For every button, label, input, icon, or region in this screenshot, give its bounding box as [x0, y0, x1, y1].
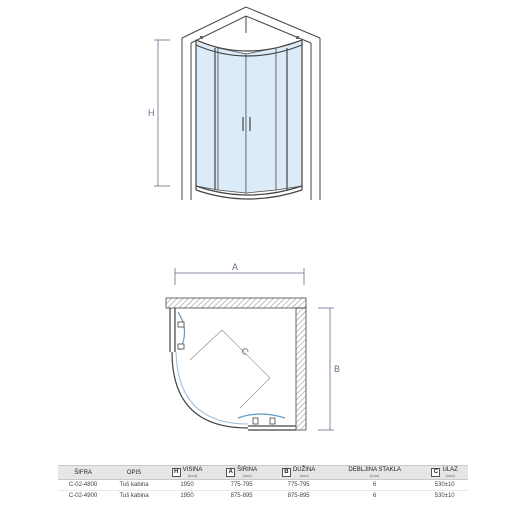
plan-view-drawing: [166, 262, 340, 430]
header-debljina: [328, 466, 421, 480]
curved-glass: [172, 352, 248, 428]
entry-label: C: [239, 345, 251, 358]
header-ulaz-unit: (mm): [445, 472, 455, 478]
cell-opis: Tuš kabina: [119, 482, 149, 488]
height-badge: H: [172, 468, 181, 477]
header-debljina-unit: (mm): [370, 472, 380, 478]
header-sirina: [214, 466, 269, 480]
cell-visina: 1950: [180, 482, 194, 488]
width-label: A: [232, 262, 239, 272]
cell-duzina: 875-895: [269, 491, 328, 502]
header-debljina-label: DEBLJINA STAKLA: [348, 467, 401, 474]
width-badge: A: [226, 468, 235, 477]
cell-debljina: 6: [373, 482, 377, 488]
header-opis: [108, 466, 160, 480]
hatched-walls: [166, 298, 306, 430]
side-profiles: [170, 308, 296, 430]
cell-visina: 1950: [160, 491, 214, 502]
sliding-door-arcs: [178, 312, 285, 418]
width-dimension-line: [175, 268, 304, 285]
header-sirina-label: ŠIRINA: [237, 467, 258, 474]
header-ulaz: [421, 466, 468, 480]
entry-badge: C: [431, 468, 440, 477]
glass-panels: [196, 40, 302, 193]
height-label: H: [148, 108, 155, 118]
cell-ulaz: 530±10: [421, 491, 468, 502]
table-row: [58, 480, 468, 491]
header-duzina: [269, 466, 328, 480]
entry-dimension-line: [190, 330, 270, 408]
cell-sirina: 775-795: [230, 482, 253, 488]
table-row: [58, 491, 468, 502]
top-fittings: [200, 36, 299, 39]
depth-dimension-line: [318, 308, 334, 430]
cell-ulaz: 530±10: [434, 482, 455, 488]
header-opis-label: OPIS: [126, 469, 142, 476]
roller-fittings: [178, 322, 275, 424]
front-view-drawing: [148, 7, 320, 200]
depth-badge: B: [282, 468, 291, 477]
cell-opis: Tuš kabina: [108, 491, 160, 502]
header-duzina-label: DUŽINA: [292, 467, 316, 474]
header-visina-unit: (mm): [187, 472, 198, 478]
header-sifra-label: ŠIFRA: [74, 469, 92, 476]
cell-sifra: C-02-4900: [58, 491, 108, 502]
cell-debljina: 6: [328, 491, 421, 502]
cell-sirina: 875-895: [214, 491, 269, 502]
header-duzina-unit: (mm): [299, 472, 309, 478]
header-visina-label: VISINA: [182, 467, 203, 474]
table-header-row: [58, 466, 468, 480]
header-ulaz-label: ULAZ: [442, 467, 458, 474]
header-sifra: [58, 466, 108, 480]
depth-label: B: [334, 364, 341, 374]
header-visina: [160, 466, 214, 480]
height-dimension-line: [154, 40, 170, 186]
header-sirina-unit: (mm): [242, 472, 252, 478]
cell-duzina: 775-795: [287, 482, 310, 488]
specification-table: [58, 465, 468, 501]
cell-sifra: C-02-4800: [68, 482, 98, 488]
